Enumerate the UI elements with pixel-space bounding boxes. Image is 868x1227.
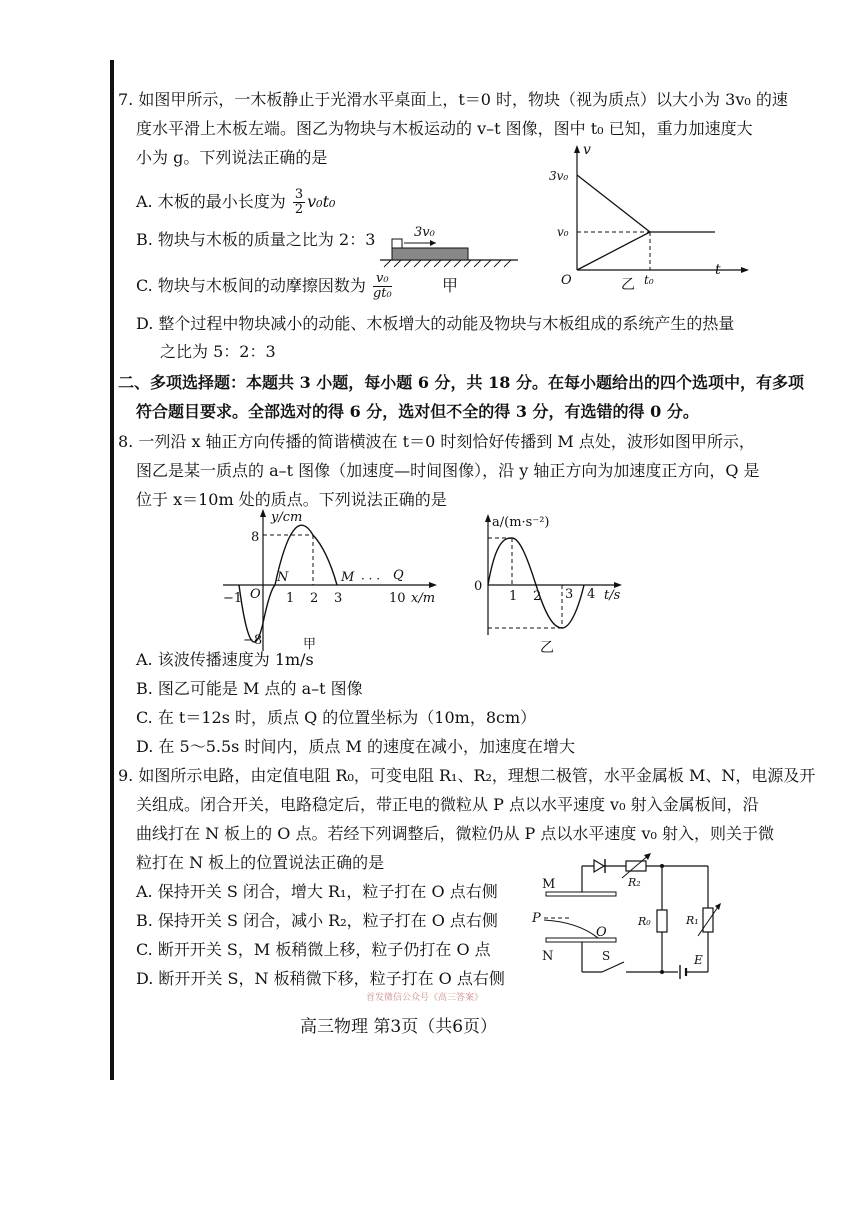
x-axis-label: x/m (411, 591, 436, 606)
x-tick-2: 2 (310, 591, 319, 606)
q9-option-c[interactable]: C. 断开开关 S，M 板稍微上移，粒子仍打在 O 点 (136, 940, 491, 959)
x-tick-1: 1 (286, 591, 295, 606)
switch-label: S (602, 949, 611, 963)
q9-option-b[interactable]: B. 保持开关 S 闭合，减小 R₂，粒子打在 O 点右侧 (136, 911, 498, 930)
m-plate-label: M (542, 877, 556, 892)
x-tick-minus-1: −1 (223, 591, 243, 606)
q9-stem-line-1: 9. 如图所示电路，由定值电阻 R₀，可变电阻 R₁、R₂，理想二极管，水平金属板 M、N，电源及开 (118, 766, 816, 785)
t-axis-label: t (715, 262, 721, 278)
board-velocity-line (577, 232, 650, 270)
figure-yi-label: 乙 (540, 640, 554, 656)
r0-resistor (657, 910, 667, 932)
zero-label: 0 (474, 579, 483, 594)
switch-blade[interactable] (602, 962, 624, 972)
m-plate (546, 892, 616, 896)
q7-stem-line-3: 小为 g。下列说法正确的是 (136, 148, 328, 167)
q7-option-b[interactable]: B. 物块与木板的质量之比为 2：3 (136, 230, 376, 249)
y-axis-arrow (260, 509, 266, 517)
r1-resistor (703, 908, 713, 932)
t-tick-4: 4 (587, 587, 596, 602)
r2-label: R₂ (628, 876, 641, 889)
wood-board (392, 248, 468, 260)
point-m-label: M (341, 570, 355, 585)
fraction-denominator: 2 (294, 202, 304, 217)
point-q-label: Q (393, 568, 404, 583)
velocity-arrowhead (430, 240, 436, 246)
q9-option-a[interactable]: A. 保持开关 S 闭合，增大 R₁，粒子打在 O 点右侧 (136, 882, 498, 901)
watermark: 首发微信公众号《高三答案》 (366, 993, 484, 1003)
q9-option-d[interactable]: D. 断开开关 S，N 板稍微下移，粒子打在 O 点右侧 (136, 969, 505, 988)
q7-option-a-prefix: A. 木板的最小长度为 (136, 192, 286, 211)
table-hatching (384, 260, 511, 267)
q7-option-a-fraction (293, 188, 305, 217)
q8-stem-line-2: 图乙是某一质点的 a–t 图像（加速度—时间图像），沿 y 轴正方向为加速度正方向，Q 是 (136, 461, 760, 480)
v0-label: v₀ (557, 225, 569, 239)
continuation-dots: · · · (361, 572, 381, 586)
battery-label: E (694, 953, 703, 967)
t-tick-1: 1 (509, 589, 518, 604)
y-negative-tick: −8 (243, 633, 263, 648)
diode-symbol (594, 860, 604, 872)
x-tick-10: 10 (389, 591, 406, 606)
origin-label: O (250, 587, 261, 602)
r2-arrowhead (644, 853, 651, 860)
v-axis-arrow (574, 145, 580, 153)
page-footer: 高三物理 第3页（共6页） (300, 1017, 498, 1037)
acceleration-curve (488, 538, 584, 628)
q7-stem-line-2: 度水平滑上木板左端。图乙为物块与木板运动的 v–t 图像，图中 t₀ 已知，重力加速度大 (136, 119, 753, 138)
q8-option-b[interactable]: B. 图乙可能是 M 点的 a–t 图像 (136, 679, 363, 698)
fraction-numerator: 3 (294, 187, 304, 202)
r0-label: R₀ (638, 915, 651, 928)
block-velocity-line (577, 175, 650, 232)
q8-figure-jia-wave (215, 505, 440, 655)
y-axis-label: y/cm (271, 510, 303, 525)
section-2-heading-line-2: 符合题目要求。全部选对的得 6 分，选对但不全的得 3 分，有选错的得 0 分。 (136, 402, 699, 421)
t-tick-2: 2 (533, 589, 542, 604)
q7-option-a-suffix: v₀t₀ (307, 192, 336, 211)
t-tick-3: 3 (565, 587, 574, 602)
q7-figure-jia-label: 甲 (442, 276, 459, 295)
t-axis-arrow (741, 267, 749, 273)
velocity-label: 3v₀ (414, 225, 435, 240)
t-axis-label: t/s (604, 588, 621, 603)
figure-yi-label: 乙 (621, 277, 635, 293)
r1-label: R₁ (686, 914, 699, 927)
q8-figure-yi-at-graph (470, 510, 630, 660)
q9-stem-line-2: 关组成。闭合开关，电路稳定后，带正电的微粒从 P 点以水平速度 v₀ 射入金属板间，沿 (136, 795, 759, 814)
x-tick-3: 3 (334, 591, 343, 606)
v-axis-label: v (583, 142, 591, 158)
q7-stem-line-1: 7. 如图甲所示，一木板静止于光滑水平桌面上，t＝0 时，物块（视为质点）以大小为 3v₀ 的速 (118, 90, 788, 109)
origin-label: O (561, 273, 572, 288)
fraction-denominator: gt₀ (372, 286, 392, 301)
o-label: O (596, 925, 607, 940)
a-axis-arrow (485, 514, 491, 522)
junction-bottom (660, 970, 664, 974)
q8-option-d[interactable]: D. 在 5～5.5s 时间内，质点 M 的速度在减小，加速度在增大 (136, 737, 575, 756)
fraction-numerator: v₀ (373, 272, 392, 287)
q7-option-c-prefix: C. 物块与木板间的动摩擦因数为 (136, 276, 366, 295)
y-positive-tick: 8 (251, 530, 260, 545)
binding-margin-line (110, 60, 114, 1080)
junction-top (660, 864, 664, 868)
point-n-label: N (277, 570, 289, 585)
three-v0-label: 3v₀ (549, 169, 569, 183)
q7-option-d-line-1[interactable]: D. 整个过程中物块减小的动能、木板增大的动能及物块与木板组成的系统产生的热量 (136, 314, 735, 333)
q9-stem-line-3: 曲线打在 N 板上的 O 点。若经下列调整后，微粒仍从 P 点以水平速度 v₀ 射入，则关于微 (136, 824, 775, 843)
t0-label: t₀ (644, 273, 654, 287)
q7-figure-yi-vt-graph (549, 142, 755, 293)
section-2-heading-line-1: 二、多项选择题：本题共 3 小题，每小题 6 分，共 18 分。在每小题给出的四个选项中，有多项 (118, 373, 804, 392)
q8-option-c[interactable]: C. 在 t＝12s 时，质点 Q 的位置坐标为（10m，8cm） (136, 708, 537, 727)
q9-circuit-diagram (530, 852, 740, 992)
figure-jia-label: 甲 (303, 637, 317, 652)
q7-option-c[interactable] (136, 272, 394, 301)
block (392, 239, 402, 248)
q7-option-a[interactable] (136, 188, 335, 217)
p-label: P (532, 911, 541, 926)
x-axis-arrow (429, 582, 437, 588)
n-plate-label: N (542, 949, 554, 964)
q7-option-d-line-2: 之比为 5：2：3 (160, 342, 276, 361)
q8-stem-line-3: 位于 x＝10m 处的质点。下列说法正确的是 (136, 490, 447, 509)
q8-stem-line-1: 8. 一列沿 x 轴正方向传播的简谐横波在 t＝0 时刻恰好传播到 M 点处，波形如图甲所示， (118, 432, 755, 451)
q9-stem-line-4: 粒打在 N 板上的位置说法正确的是 (136, 853, 385, 872)
r1-arrowhead (715, 903, 721, 910)
q8-option-a[interactable]: A. 该波传播速度为 1m/s (136, 650, 314, 669)
particle-trajectory (544, 920, 598, 938)
a-axis-label: a/(m·s⁻²) (492, 515, 550, 530)
